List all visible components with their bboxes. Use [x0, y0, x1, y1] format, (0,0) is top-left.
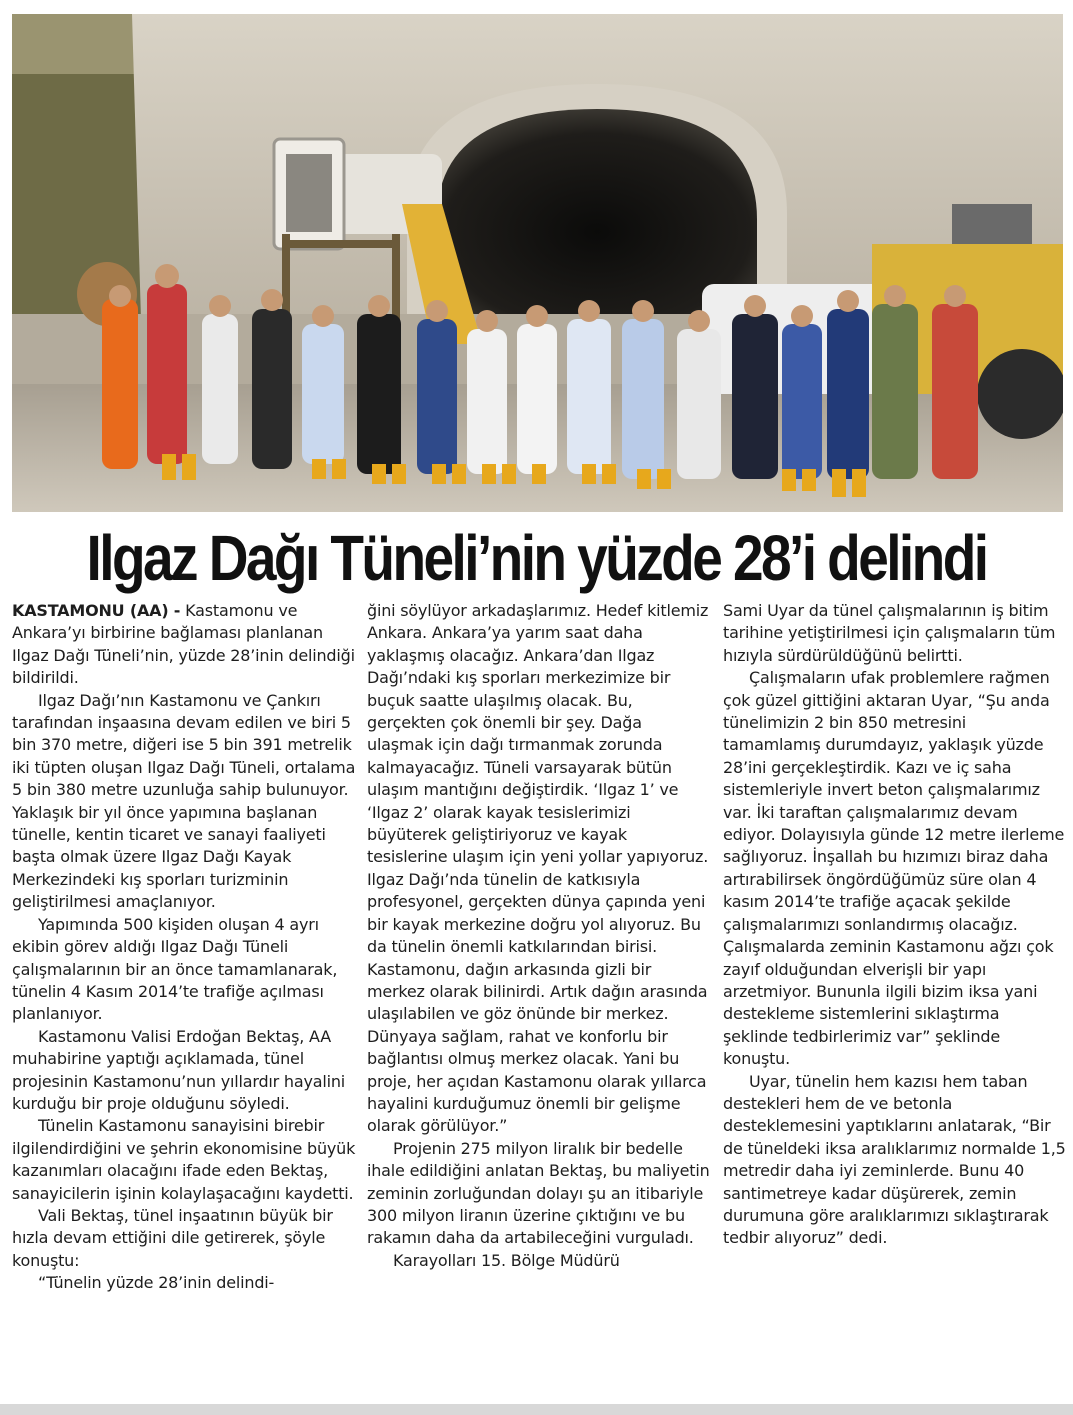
paragraph: Sami Uyar da tünel çalışmalarının iş bitim tarihine yetiştirilmesi için çalışmaların tüm hızıyla sürdürüldüğünü belirtti. — [723, 601, 1056, 665]
paragraph: Tünelin Kastamonu sanayisini birebir ilgilendirdiğini ve şehrin ekonomisine büyük kazanımları olacağını ifade eden Bektaş, sanayicilerin işinin kolaylaşacağını kaydetti. — [12, 1116, 356, 1203]
paragraph: Projenin 275 milyon liralık bir bedelle ihale edildiğini anlatan Bektaş, bu maliyetin zeminin zorluğundan dolayı şu an itibariyle 300 milyon liranın üzerine çıktığını ve bu rakamın daha da artabileceğini vurguladı. — [367, 1138, 710, 1248]
paragraph: Çalışmaların ufak problemlere rağmen çok güzel gittiğini aktaran Uyar, “Şu anda tünelimizin 2 bin 850 metresini tamamlamış durumdayız, yaklaşık yüzde 28’ini gerçekleştirdik. Kazı ve iç saha sistemleriyle invert beton çalışmalarımız var. İki taraftan çalışmalarımız devam ediyor. Dolayısıyla günde 12 metre ilerleme sağlıyoruz. İnşallah bu hızımızı biraz daha artırabilirsek öngördüğümüz süre olan 4 kasım 2014’te trafiğe açacak şekilde çalışmalarımızı sonlandırmış olacağız. Çalışmalarda zeminin Kastamonu ağzı çok zayıf olduğundan elverişli bir yapı arzetmiyor. Bununla ilgili bizim iksa yani destekleme sistemlerini sıklaştırma şeklinde tedbirlerimiz var” şeklinde konuştu. — [723, 668, 1065, 1069]
paragraph: “Tünelin yüzde 28’inin delindi- — [38, 1273, 275, 1293]
article-column-3 — [723, 600, 1067, 1250]
paragraph: Kastamonu Valisi Erdoğan Bektaş, AA muhabirine yaptığı açıklamada, tünel projesinin Kastamonu’nun yıllardır hayalini kurduğu bir proje olduğunu söyledi. — [12, 1026, 346, 1113]
article-column-2 — [367, 600, 711, 1272]
paragraph: Ilgaz Dağı’nın Kastamonu ve Çankırı tarafından inşaasına devam edilen ve biri 5 bin 370 metre, diğeri ise 5 bin 391 metrelik iki tüpten oluşan Ilgaz Dağı Tüneli, ortalama 5 bin 380 metre uzunluğa sahip bulunuyor. Yaklaşık bir yıl önce yapımına başlanan tünelle, kentin ticaret ve sanayi faaliyeti başta olmak üzere Ilgaz Dağı Kayak Merkezindeki kış sporları turizminin geliştirilmesi amaçlanıyor. — [12, 690, 356, 912]
paragraph: Uyar, tünelin hem kazısı hem taban destekleri hem de ve betonla desteklemesini yaptıklarını anlatarak, “Bir de tüneldeki iksa aralıklarımız normalde 1,5 metredir daha iyi zeminlerde. Bunu 40 santimetreye kadar düşürerek, zemin durumuna göre aralıklarımızı sıklaştırarak tedbir alıyoruz” dedi. — [723, 1071, 1066, 1248]
paragraph: Karayolları 15. Bölge Müdürü — [393, 1250, 620, 1270]
article-column-1 — [12, 600, 356, 1295]
paragraph-text: Kastamonu ve Ankara’yı birbirine bağlaması planlanan Ilgaz Dağı Tüneli’nin, yüzde 28’inin delindiği bildirildi. — [12, 601, 355, 688]
paragraph: Yapımında 500 kişiden oluşan 4 ayrı ekibin görev aldığı Ilgaz Dağı Tüneli çalışmalarının bir an önce tamamlanarak, tünelin 4 Kasım 2014’te trafiğe açılması planlanıyor. — [12, 914, 338, 1024]
page-bottom-rule — [0, 1404, 1073, 1415]
paragraph — [12, 600, 356, 690]
headline: Ilgaz Dağı Tüneli’nin yüzde 28’i delindi — [86, 522, 987, 594]
paragraph: ğini söylüyor arkadaşlarımız. Hedef kitlemiz Ankara. Ankara’ya yarım saat daha yaklaşmış olacağız. Ankara’dan Ilgaz Dağı’ndaki kış sporları merkezimize bir buçuk saatte ulaşılmış olacak. Bu, gerçekten çok önemli bir şey. Dağa ulaşmak için dağı tırmanmak zorunda kalmayacağız. Tüneli varsayarak bütün ulaşım mantığını değiştirdik. ‘Ilgaz 1’ ve ‘Ilgaz 2’ olarak kayak tesislerimizi büyüterek geliştiriyoruz ve kayak tesislerine ulaşım için yeni yollar yapıyoruz. Ilgaz Dağı’nda tünelin de katkısıyla profesyonel, gerçekten dünya çapında yeni bir kayak merkezine doğru yol alıyoruz. Bu da tünelin önemli katkılarından birisi. Kastamonu, dağın arkasında gizli bir merkez olarak bilinirdi. Artık dağın arasında ulaşılabilen ve göz önünde bir merkez. Dünyaya sağlam, rahat ve konforlu bir bağlantısı olmuş merkez olacak. Yani bu proje, her açıdan Kastamonu olarak yıllarca hayalini kurduğumuz önemli bir gelişme olarak görülüyor.” — [367, 601, 709, 1136]
paragraph: Vali Bektaş, tünel inşaatının büyük bir hızla devam ettiğini dile getirerek, şöyle konuştu: — [12, 1205, 333, 1270]
dateline: KASTAMONU (AA) - — [12, 601, 181, 620]
news-photo — [12, 14, 1063, 512]
